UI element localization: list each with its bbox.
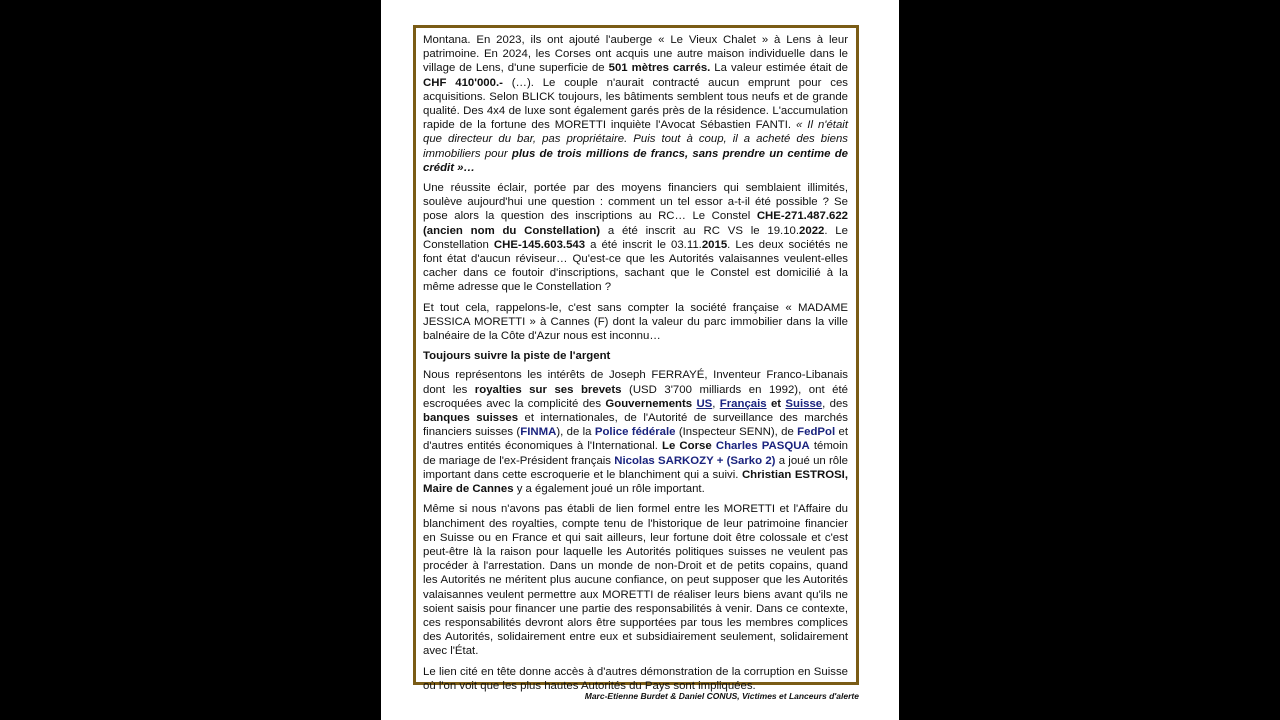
paragraph-link-note xyxy=(423,665,848,693)
inline-link[interactable]: US xyxy=(696,397,713,410)
text-run: Charles PASQUA xyxy=(715,440,810,453)
text-run: a été inscrit au RC VS le 19.10. xyxy=(600,224,800,237)
text-run: Police fédérale xyxy=(594,426,676,439)
text-run: banques suisses xyxy=(423,412,519,425)
text-run: « Il n'était que directeur du bar, pas propriétaire. Puis tout à coup, il a acheté des biens immobiliers pour xyxy=(423,119,848,160)
text-run: et d'autres entités économiques à l'International. xyxy=(423,426,848,453)
section-heading xyxy=(423,349,848,363)
inline-link[interactable]: Français xyxy=(719,397,767,410)
text-run: CHE-271.487.622 (ancien nom du Constellation) xyxy=(423,210,848,237)
text-run: Et tout cela, rappelons-le, c'est sans compter la société française « MADAME JESSICA MORETTI » à Cannes (F) dont la valeur du parc immobilier dans la ville balnéaire de la Côte d'Azur nous est inconnu… xyxy=(423,301,848,343)
text-run: (USD 3'700 milliards en 1992), ont été escroquées avec la complicité des xyxy=(423,383,848,410)
text-run: La valeur estimée était de xyxy=(710,62,848,75)
text-run: plus de trois millions de francs, sans prendre un centime de crédit »… xyxy=(423,147,848,174)
text-run: (…). Le couple n'aurait contracté aucun emprunt pour ces acquisitions. Selon BLICK toujours, les bâtiments semblent tous neufs et de grande qualité. Des 4x4 de luxe sont également garés près de la résidence. L'accumulation rapide de la fortune des MORETTI inquiète l'Avocat Sébastien FANTI. xyxy=(423,76,848,132)
paragraph-registry-question xyxy=(423,181,848,295)
text-run: . Les deux sociétés ne font état d'aucun réviseur… Qu'est-ce que les Autorités valaisannes veulent-elles cacher dans ce foutoir d'inscriptions, sachant que le Constel est domicilié à la même adresse que le Constellation ? xyxy=(423,238,848,294)
text-run: FINMA xyxy=(520,426,557,439)
text-run: témoin de mariage de l'ex-Président français xyxy=(423,440,849,467)
paragraph-cannes-company xyxy=(423,301,848,344)
text-run: y a également joué un rôle important. xyxy=(513,483,705,496)
author-signature: Marc-Etienne Burdet & Daniel CONUS, Victimes et Lanceurs d'alerte xyxy=(584,691,859,701)
inline-link[interactable]: Suisse xyxy=(785,397,823,410)
text-run: (Inspecteur SENN), de xyxy=(675,426,798,439)
text-run: 501 mètres carrés. xyxy=(608,62,711,75)
text-run: Le lien cité en tête donne accès à d'autres démonstration de la corruption en Suisse où l'on voit que les plus hautes Autorités du Pays sont impliquées. xyxy=(423,665,848,692)
paragraph-acquisitions xyxy=(423,33,848,175)
text-run: , des xyxy=(822,397,848,410)
text-run: Montana. En 2023, ils ont ajouté l'auberge « Le Vieux Chalet » à Lens à leur patrimoine. En 2024, les Corses ont acquis une autre maison individuelle dans le village de Lens, d'une superficie de xyxy=(423,34,848,75)
text-run: Nous représentons les intérêts de Joseph FERRAYÉ, Inventeur Franco-Libanais dont les xyxy=(423,369,848,396)
text-run: , xyxy=(712,397,720,410)
text-run: CHF 410'000.- xyxy=(423,76,503,89)
text-run: Nicolas SARKOZY + (Sarko 2) xyxy=(614,454,776,467)
text-run: Le Corse xyxy=(662,440,712,453)
text-run: royalties sur ses brevets xyxy=(474,383,622,396)
text-run: Christian ESTROSI, Maire de Cannes xyxy=(423,468,848,496)
text-run: et internationales, de l'Autorité de surveillance des marchés financiers suisses ( xyxy=(423,412,848,439)
document-page xyxy=(381,0,899,720)
text-run: CHE-145.603.543 xyxy=(493,238,586,251)
text-run: 2022 xyxy=(799,224,825,237)
paragraph-moretti-fortune xyxy=(423,502,848,658)
text-run: Toujours suivre la piste de l'argent xyxy=(423,350,611,363)
text-run: et xyxy=(770,397,782,410)
text-run: FedPol xyxy=(797,426,836,439)
text-run: Même si nous n'avons pas établi de lien formel entre les MORETTI et l'Affaire du blanchiment des royalties, compte tenu de l'historique de leur patrimoine financier en Suisse ou en France et qui sait ailleurs, leur fortune doit être colossale et c'est peut-être là la raison pour laquelle les Autorités politiques suisses ne veulent pas procéder à l'arrestation. Dans un monde de non-Droit et de petits copains, quand les Autorités ne méritent plus aucune confiance, on peut supposer que les Autorités valaisannes veulent permettre aux MORETTI de réaliser leurs biens avant qu'ils ne soient saisis pour financer une partie des responsabilités à venir. Dans ce contexte, ces responsabilités devront alors être supportées par tous les membres complices des Autorités, solidairement entre eux et subsidiairement seulement, solidairement avec l'État. xyxy=(423,503,848,658)
text-run: Gouvernements xyxy=(605,397,693,410)
article-frame xyxy=(413,25,859,692)
text-run: Une réussite éclair, portée par des moyens financiers qui semblaient illimités, soulève aujourd'hui une question : comment un tel essor a-t-il été possible ? Se pose alors la question des inscriptions au RC… Le Constel xyxy=(423,182,848,223)
text-run: 2015 xyxy=(701,238,728,251)
text-run: a été inscrit le 03.11. xyxy=(585,238,702,251)
paragraph-ferraye-royalties xyxy=(423,368,848,496)
text-run: a joué un rôle important dans cette escroquerie et le blanchiment qui a suivi. xyxy=(423,454,848,481)
text-run: ), de la xyxy=(556,426,595,439)
text-run: . Le Constellation xyxy=(423,224,848,251)
